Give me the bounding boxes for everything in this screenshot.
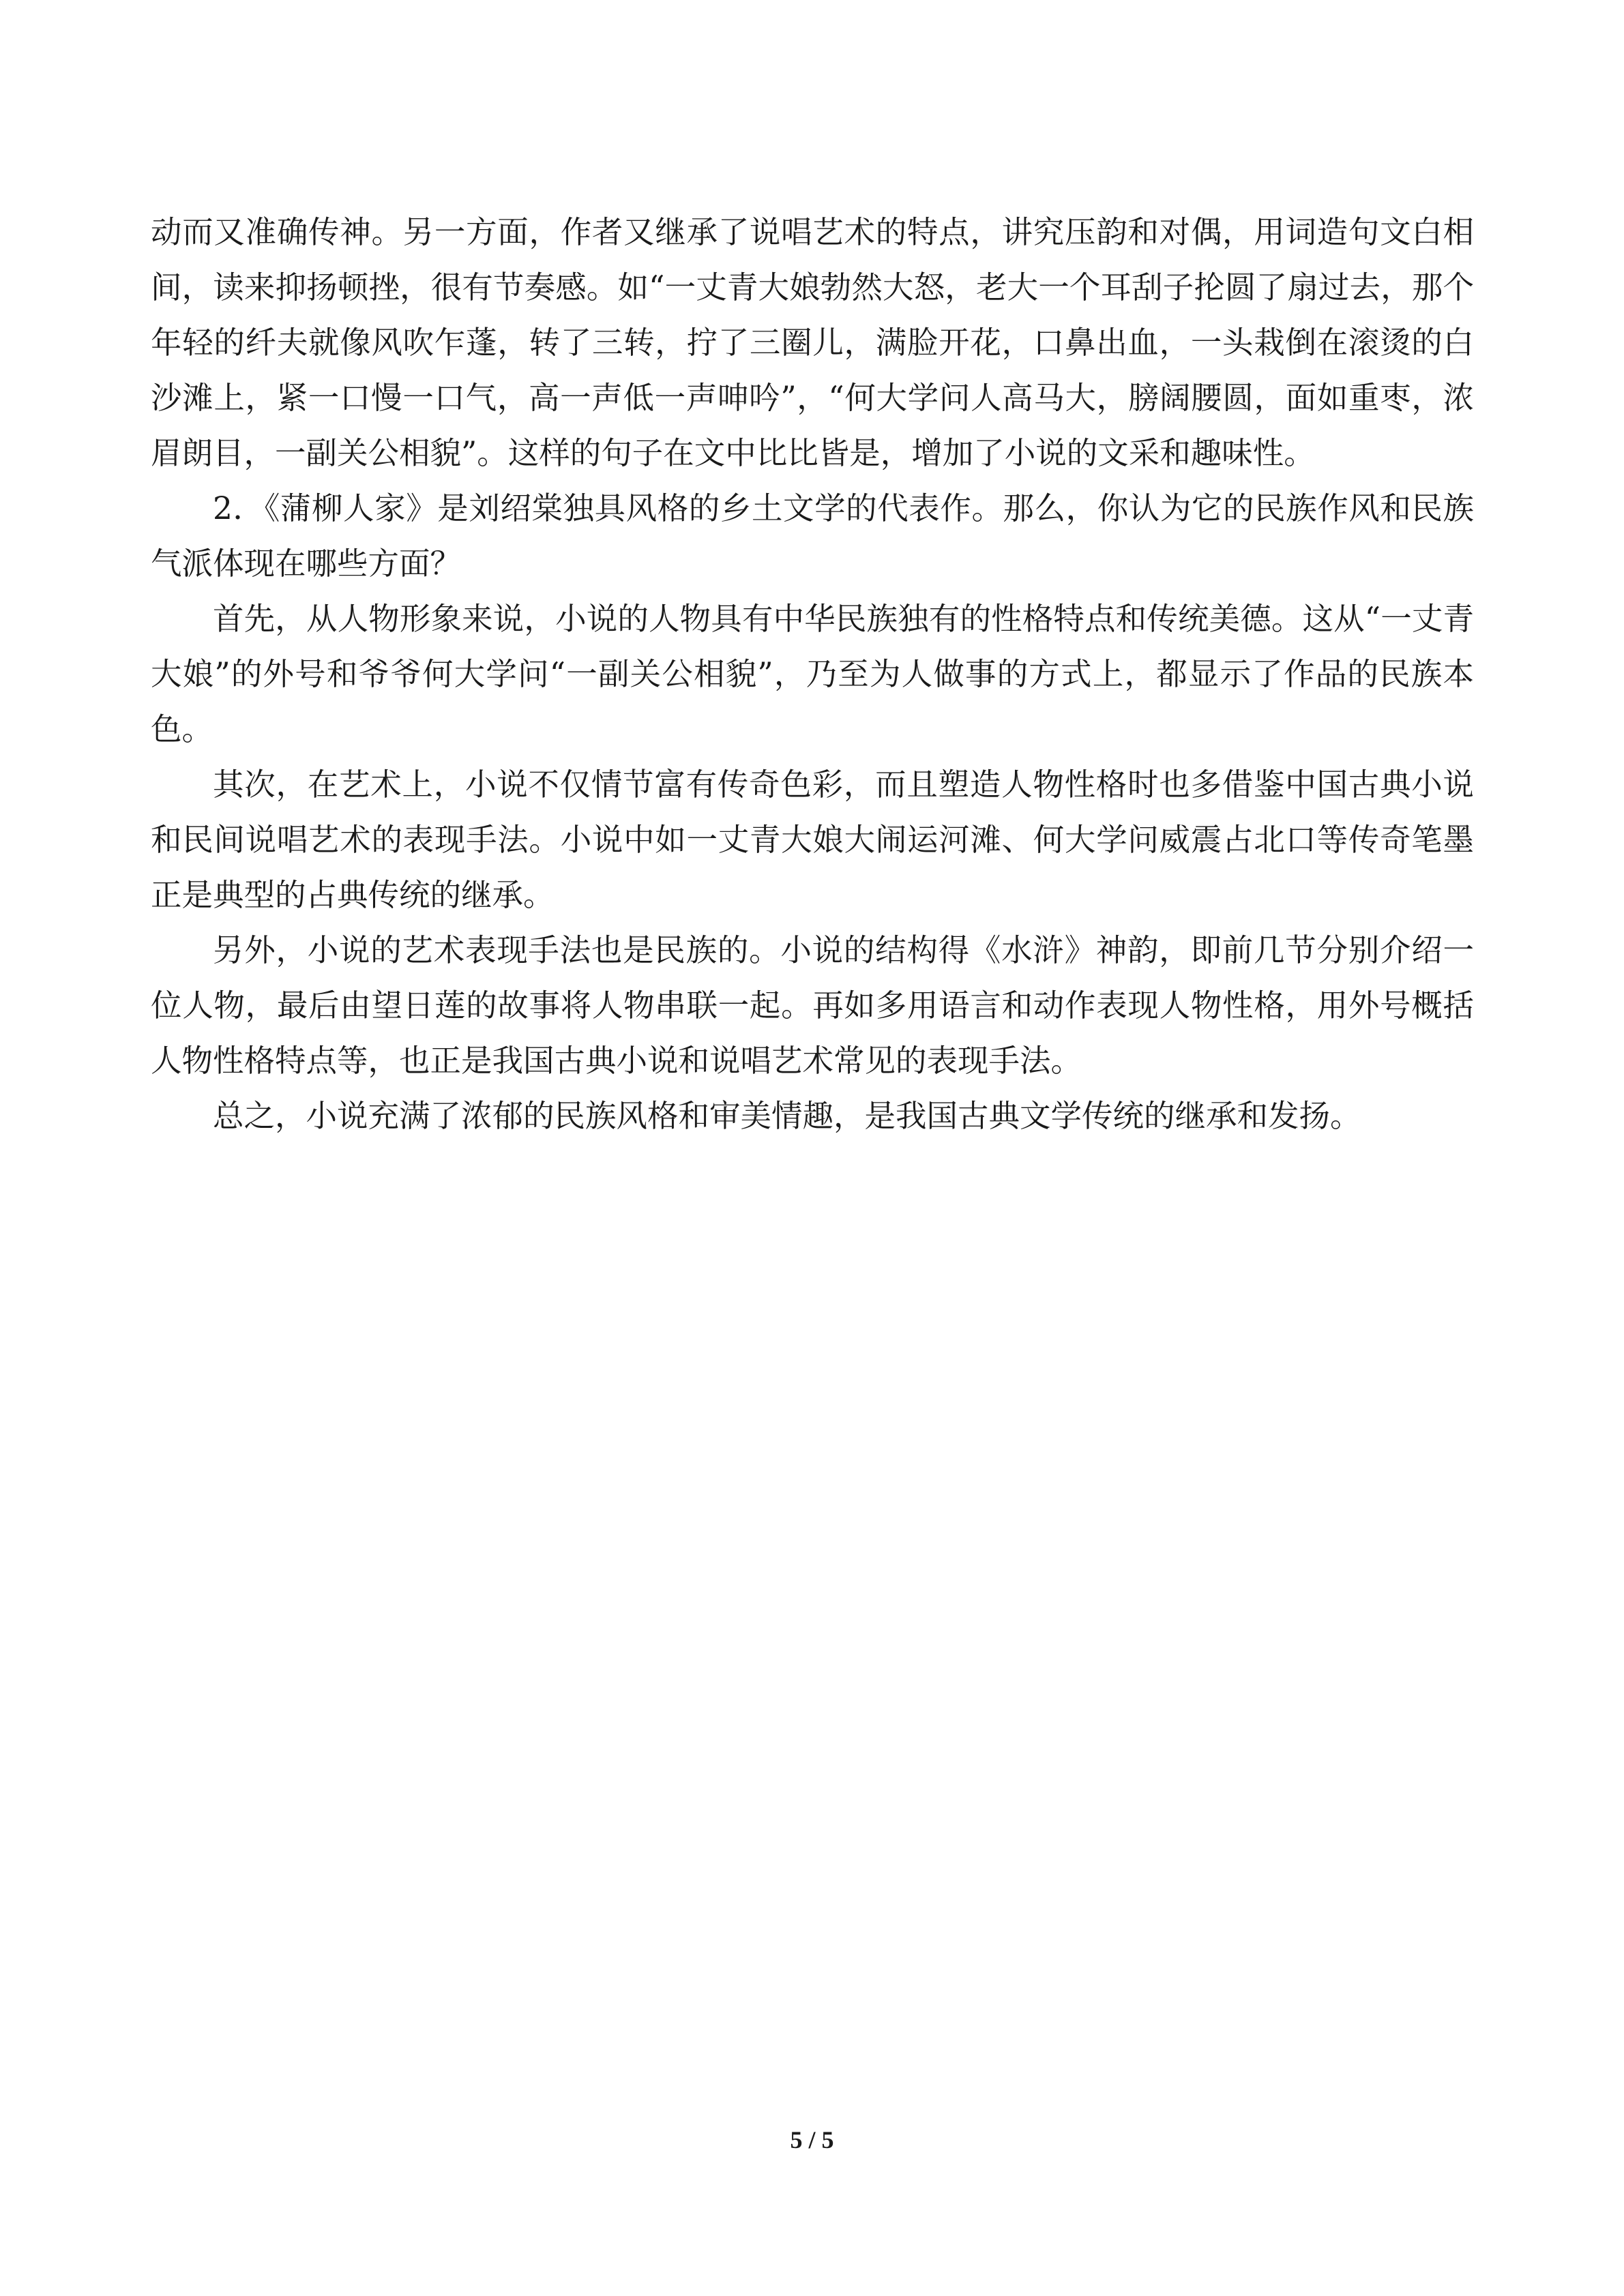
paragraph-question-2: 2．《蒲柳人家》是刘绍棠独具风格的乡土文学的代表作。那么，你认为它的民族作风和民族气派体现在哪些方面？	[151, 490, 1474, 582]
document-body	[151, 205, 1474, 1144]
paragraph-conclusion: 总之，小说充满了浓郁的民族风格和审美情趣，是我国古典文学传统的继承和发扬。	[213, 1098, 1361, 1134]
paragraph-continuation: 动而又准确传神。另一方面，作者又继承了说唱艺术的特点，讲究压韵和对偶，用词造句文白相间，读来抑扬顿挫，很有节奏感。如“一丈青大娘勃然大怒，老大一个耳刮子抡圆了扇过去，那个年轻的纤夫就像风吹乍蓬，转了三转，拧了三圈儿，满脸开花，口鼻出血，一头栽倒在滚烫的白沙滩上，紧一口慢一口气，高一声低一声呻吟”，“何大学问人高马大，膀阔腰圆，面如重枣，浓眉朗目，一副关公相貌”。这样的句子在文中比比皆是，增加了小说的文采和趣味性。	[151, 214, 1474, 471]
paragraph-second-point: 其次，在艺术上，小说不仅情节富有传奇色彩，而且塑造人物性格时也多借鉴中国古典小说和民间说唱艺术的表现手法。小说中如一丈青大娘大闹运河滩、何大学问威震占北口等传奇笔墨正是典型的占典传统的继承。	[151, 766, 1474, 913]
page-number: 5 / 5	[790, 2126, 834, 2153]
paragraph-first-point: 首先，从人物形象来说，小说的人物具有中华民族独有的性格特点和传统美德。这从“一丈青大娘”的外号和爷爷何大学问“一副关公相貌”，乃至为人做事的方式上，都显示了作品的民族本色。	[151, 601, 1474, 747]
paragraph-third-point: 另外，小说的艺术表现手法也是民族的。小说的结构得《水浒》神韵，即前几节分别介绍一位人物，最后由望日莲的故事将人物串联一起。再如多用语言和动作表现人物性格，用外号概括人物性格特点等，也正是我国古典小说和说唱艺术常见的表现手法。	[151, 932, 1474, 1079]
